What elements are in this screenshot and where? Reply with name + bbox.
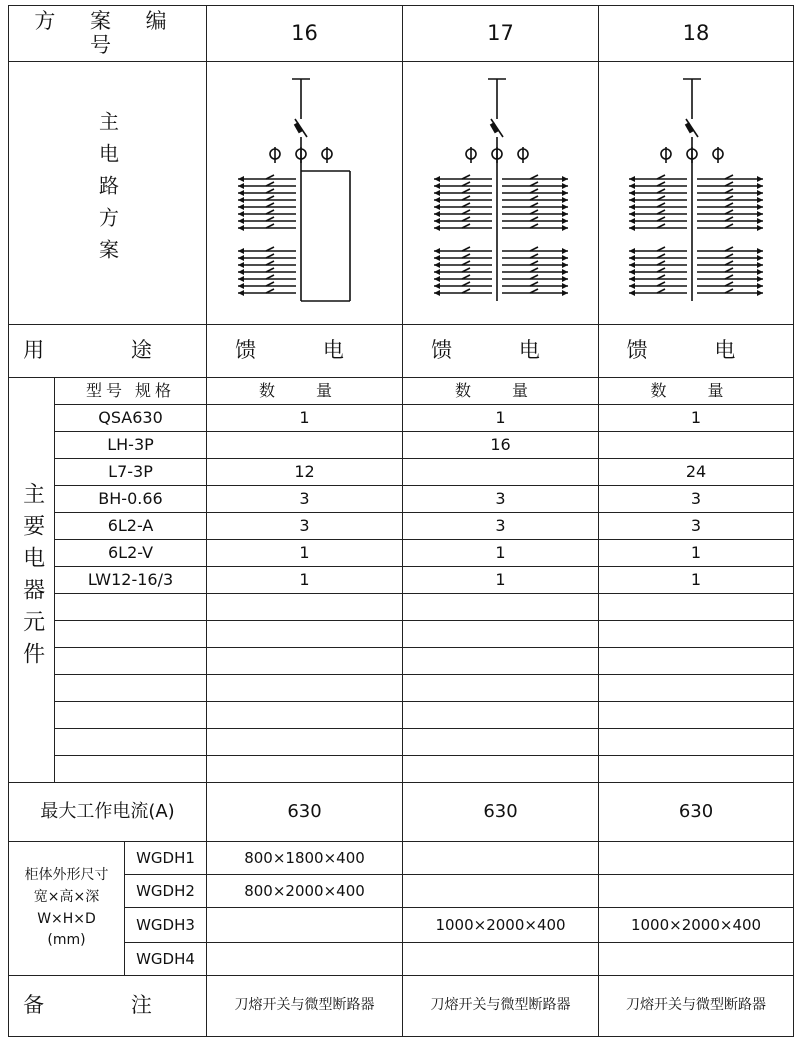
dimension-model: WGDH1 — [125, 842, 207, 875]
dimension-value — [403, 842, 599, 875]
component-qty — [403, 459, 599, 486]
arrow-left — [434, 225, 440, 231]
remarks-16: 刀熔开关与微型断路器 — [207, 976, 403, 1037]
arrow-right — [562, 218, 568, 224]
arrow-left — [238, 211, 244, 217]
max-current-18: 630 — [599, 783, 794, 842]
component-qty: 1 — [599, 567, 794, 594]
arrow-left — [629, 225, 635, 231]
arrow-left — [238, 248, 244, 254]
arrow-right — [757, 197, 763, 203]
component-name: L7-3P — [55, 459, 207, 486]
component-row — [9, 459, 794, 486]
arrow-left — [434, 248, 440, 254]
arrow-left — [629, 176, 635, 182]
component-name: LH-3P — [55, 432, 207, 459]
dimension-label-line: 宽×高×深 — [33, 888, 100, 905]
dimension-value — [599, 875, 794, 908]
dimension-model: WGDH2 — [125, 875, 207, 908]
usage-label: 用 途 — [9, 325, 207, 378]
arrow-left — [629, 290, 635, 296]
arrow-right — [562, 262, 568, 268]
components-group-label: 主要电器元件 — [19, 482, 45, 675]
arrow-left — [238, 255, 244, 261]
blank-row — [9, 675, 794, 702]
arrow-left — [238, 176, 244, 182]
qty-header-17: 数 量 — [403, 378, 599, 405]
arrow-right — [562, 225, 568, 231]
component-qty: 3 — [403, 486, 599, 513]
dimension-label-cell — [9, 842, 125, 976]
arrow-left — [434, 183, 440, 189]
dimension-label-line: W×H×D — [37, 910, 96, 927]
dimension-value — [599, 842, 794, 875]
remarks-label: 备 注 — [9, 976, 207, 1037]
arrow-right — [757, 255, 763, 261]
arrow-left — [238, 269, 244, 275]
scheme-table-document — [8, 5, 793, 1030]
arrow-left — [238, 262, 244, 268]
qty-header-18: 数 量 — [599, 378, 794, 405]
remarks-18: 刀熔开关与微型断路器 — [599, 976, 794, 1037]
component-name: LW12-16/3 — [55, 567, 207, 594]
arrow-right — [757, 218, 763, 224]
arrow-left — [238, 276, 244, 282]
component-name: 6L2-V — [55, 540, 207, 567]
component-qty: 12 — [207, 459, 403, 486]
arrow-right — [757, 176, 763, 182]
arrow-left — [434, 197, 440, 203]
arrow-left — [629, 276, 635, 282]
component-qty: 1 — [599, 540, 794, 567]
blank-row — [9, 594, 794, 621]
arrow-left — [629, 204, 635, 210]
circuit-diagram-18 — [599, 62, 794, 325]
arrow-right — [757, 283, 763, 289]
arrow-right — [757, 190, 763, 196]
blank-row — [9, 648, 794, 675]
arrow-left — [629, 211, 635, 217]
arrow-left — [434, 204, 440, 210]
arrow-right — [562, 183, 568, 189]
scheme-number-row — [9, 6, 794, 62]
arrow-left — [238, 183, 244, 189]
dimension-value — [207, 943, 403, 976]
arrow-right — [757, 211, 763, 217]
arrow-left — [629, 183, 635, 189]
component-qty: 1 — [403, 405, 599, 432]
scheme-table — [8, 5, 794, 1037]
arrow-left — [629, 197, 635, 203]
component-qty: 1 — [207, 405, 403, 432]
component-qty: 3 — [599, 486, 794, 513]
arrow-left — [238, 190, 244, 196]
component-qty: 3 — [599, 513, 794, 540]
dimension-value — [599, 943, 794, 976]
component-name: QSA630 — [55, 405, 207, 432]
arrow-left — [434, 283, 440, 289]
arrow-left — [238, 225, 244, 231]
arrow-left — [434, 276, 440, 282]
circuit-diagram-16 — [207, 62, 403, 325]
remarks-row — [9, 976, 794, 1037]
arrow-right — [757, 269, 763, 275]
dimension-row — [9, 842, 794, 875]
arrow-left — [629, 190, 635, 196]
arrow-left — [629, 255, 635, 261]
arrow-left — [238, 283, 244, 289]
blank-row — [9, 729, 794, 756]
main-circuit-label-cell — [9, 62, 207, 325]
component-qty: 3 — [207, 486, 403, 513]
component-qty — [207, 432, 403, 459]
arrow-right — [562, 190, 568, 196]
arrow-right — [757, 290, 763, 296]
model-spec-header: 型号 规格 — [55, 378, 207, 405]
arrow-left — [434, 255, 440, 261]
arrow-right — [562, 204, 568, 210]
component-row — [9, 405, 794, 432]
dimension-row — [9, 943, 794, 976]
arrow-right — [562, 283, 568, 289]
component-row — [9, 513, 794, 540]
arrow-right — [757, 276, 763, 282]
arrow-left — [629, 248, 635, 254]
dimension-value: 800×1800×400 — [207, 842, 403, 875]
blank-row — [9, 702, 794, 729]
arrow-right — [562, 248, 568, 254]
dimension-value — [403, 875, 599, 908]
component-name: BH-0.66 — [55, 486, 207, 513]
component-qty: 3 — [207, 513, 403, 540]
dimension-label-line: (mm) — [47, 932, 86, 949]
max-current-16: 630 — [207, 783, 403, 842]
component-qty: 1 — [207, 567, 403, 594]
component-qty: 1 — [403, 540, 599, 567]
arrow-right — [757, 248, 763, 254]
component-qty — [599, 432, 794, 459]
arrow-right — [757, 262, 763, 268]
arrow-right — [757, 225, 763, 231]
arrow-right — [757, 183, 763, 189]
arrow-left — [629, 283, 635, 289]
main-circuit-label: 主电路方案 — [95, 111, 120, 272]
arrow-left — [434, 190, 440, 196]
arrow-left — [629, 218, 635, 224]
component-row — [9, 567, 794, 594]
component-qty: 16 — [403, 432, 599, 459]
component-row — [9, 540, 794, 567]
main-circuit-row — [9, 62, 794, 325]
arrow-right — [562, 276, 568, 282]
arrow-left — [238, 218, 244, 224]
dimension-row — [9, 908, 794, 943]
arrow-right — [562, 211, 568, 217]
usage-16: 馈 电 — [207, 325, 403, 378]
dimension-value — [403, 943, 599, 976]
arrow-right — [757, 204, 763, 210]
dimension-model: WGDH3 — [125, 908, 207, 943]
arrow-left — [434, 211, 440, 217]
scheme-17: 17 — [403, 6, 599, 62]
max-current-17: 630 — [403, 783, 599, 842]
arrow-right — [562, 290, 568, 296]
circuit-diagram-17 — [403, 62, 599, 325]
dimension-value: 1000×2000×400 — [403, 908, 599, 943]
blank-row — [9, 621, 794, 648]
usage-row — [9, 325, 794, 378]
arrow-left — [434, 218, 440, 224]
arrow-left — [629, 262, 635, 268]
remarks-17: 刀熔开关与微型断路器 — [403, 976, 599, 1037]
dimension-row — [9, 875, 794, 908]
dimension-value: 1000×2000×400 — [599, 908, 794, 943]
dimension-value — [207, 908, 403, 943]
arrow-right — [562, 269, 568, 275]
arrow-left — [434, 290, 440, 296]
component-row — [9, 432, 794, 459]
dimension-label-line: 柜体外形尺寸 — [24, 867, 109, 884]
component-qty: 1 — [599, 405, 794, 432]
arrow-left — [238, 204, 244, 210]
blank-row — [9, 756, 794, 783]
arrow-left — [434, 269, 440, 275]
usage-17: 馈 电 — [403, 325, 599, 378]
arrow-right — [562, 176, 568, 182]
arrow-left — [434, 176, 440, 182]
arrow-left — [434, 262, 440, 268]
arrow-left — [238, 197, 244, 203]
component-header-row — [9, 378, 794, 405]
component-name: 6L2-A — [55, 513, 207, 540]
components-group-cell — [9, 378, 55, 783]
component-row — [9, 486, 794, 513]
scheme-18: 18 — [599, 6, 794, 62]
usage-18: 馈 电 — [599, 325, 794, 378]
max-current-label: 最大工作电流(A) — [9, 783, 207, 842]
dimension-value: 800×2000×400 — [207, 875, 403, 908]
qty-header-16: 数 量 — [207, 378, 403, 405]
max-current-row — [9, 783, 794, 842]
arrow-right — [562, 255, 568, 261]
arrow-left — [238, 290, 244, 296]
component-qty: 24 — [599, 459, 794, 486]
dimension-model: WGDH4 — [125, 943, 207, 976]
component-qty: 1 — [403, 567, 599, 594]
component-qty: 1 — [207, 540, 403, 567]
scheme-number-label: 方 案 编 号 — [9, 6, 207, 62]
component-qty: 3 — [403, 513, 599, 540]
arrow-right — [562, 197, 568, 203]
scheme-16: 16 — [207, 6, 403, 62]
arrow-left — [629, 269, 635, 275]
